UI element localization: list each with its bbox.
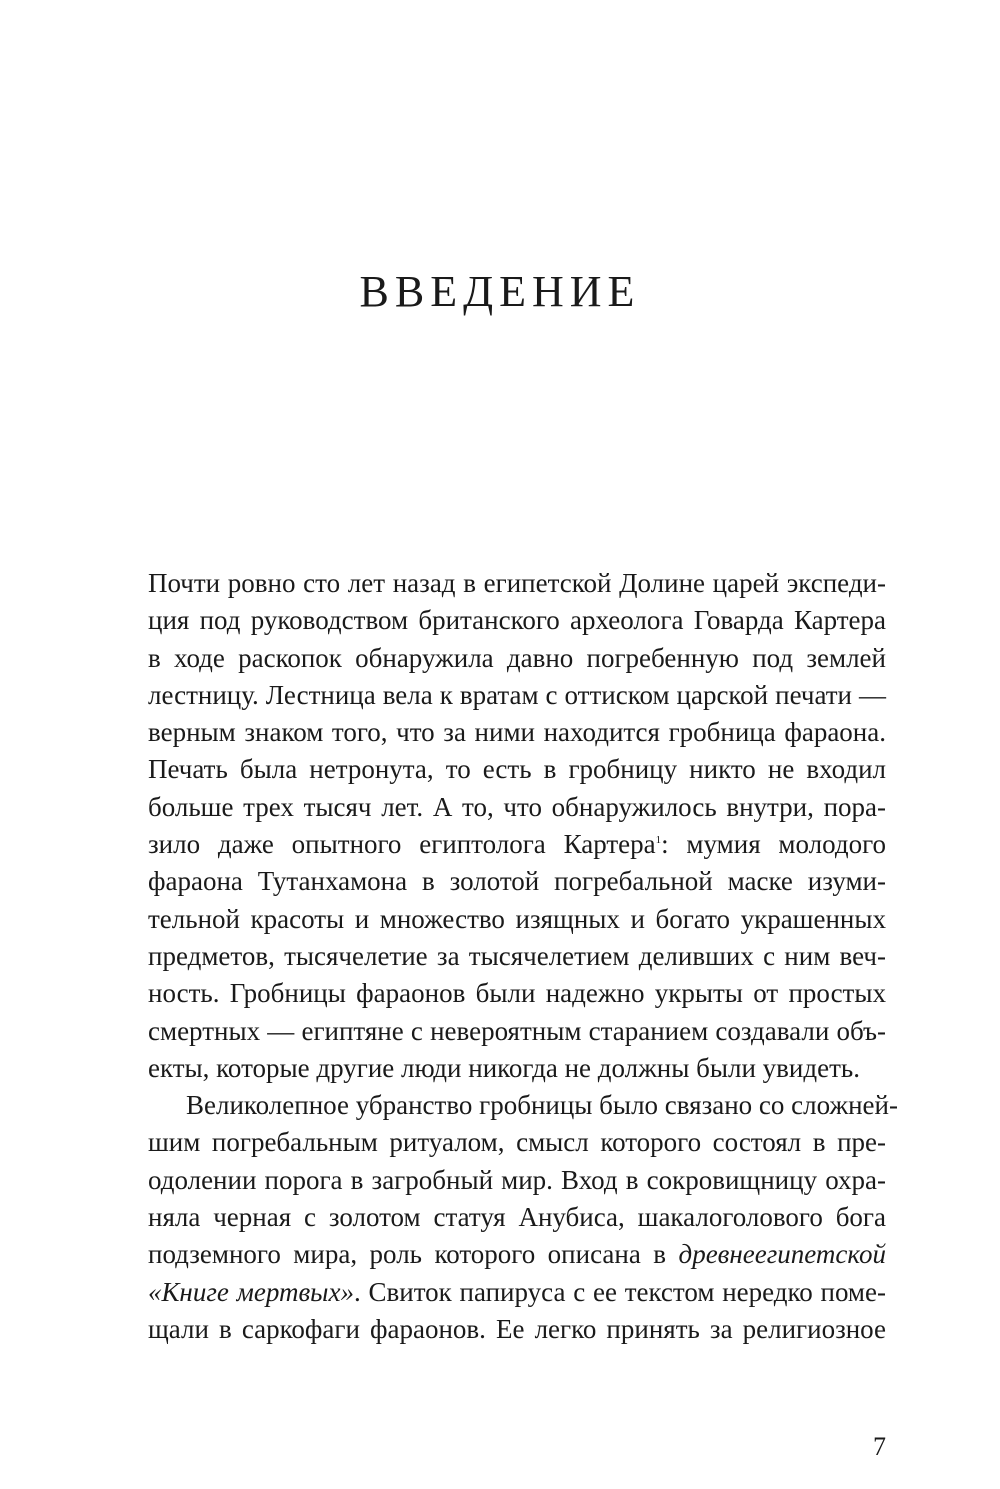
text-line: в ходе раскопок обнаружила давно погребенную под землей xyxy=(148,642,886,673)
text-line: щали в саркофаги фараонов. Ее легко принять за религиозное xyxy=(148,1313,886,1344)
text-line: предметов, тысячелетие за тысячелетием деливших с ним веч- xyxy=(148,940,886,971)
text-segment: : мумия молодого xyxy=(661,829,886,860)
text-segment: . Свиток папируса с ее текстом нередко поме- xyxy=(353,1276,886,1307)
paragraph-1 xyxy=(148,565,886,1087)
page-number: 7 xyxy=(873,1432,886,1461)
text-segment: зило даже опытного египтолога Картера xyxy=(148,829,656,860)
text-segment: подземного мира, роль которого описана в xyxy=(148,1239,667,1270)
text-line-with-italic xyxy=(148,1236,886,1273)
text-line: Почти ровно сто лет назад в египетской Долине царей экспеди- xyxy=(148,568,886,598)
text-line: Великолепное убранство гробницы было связано со сложней- xyxy=(186,1090,898,1121)
chapter-title: ВВЕДЕНИЕ xyxy=(359,267,641,316)
text-line: лестницу. Лестница вела к вратам с оттиском царской печати — xyxy=(148,679,886,710)
body-text xyxy=(148,565,898,1348)
italic-book-title: «Книге мертвых» xyxy=(148,1276,354,1307)
text-line: ция под руководством британского археолога Говарда Картера xyxy=(148,605,886,636)
text-line: одолении порога в загробный мир. Вход в сокровищницу охра- xyxy=(148,1164,886,1195)
text-line: тельной красоты и множество изящных и богато украшенных xyxy=(148,903,886,934)
text-line-with-italic xyxy=(148,1274,886,1311)
text-line: Печать была нетронута, то есть в гробницу никто не входил xyxy=(148,754,886,785)
paragraph-2 xyxy=(148,1087,898,1348)
text-line: фараона Тутанхамона в золотой погребальной маске изуми- xyxy=(148,866,886,897)
text-line-with-footnote xyxy=(148,826,886,863)
text-line: верным знаком того, что за ними находится гробница фараона. xyxy=(148,717,886,748)
text-line: шим погребальным ритуалом, смысл которого состоял в пре- xyxy=(148,1127,886,1158)
text-line: няла черная с золотом статуя Анубиса, шакалоголового бога xyxy=(148,1202,886,1233)
text-line: смертных — египтяне с невероятным старанием создавали объ- xyxy=(148,1015,886,1046)
footnote-reference[interactable]: 1 xyxy=(655,834,662,847)
text-line: больше трех тысяч лет. А то, что обнаружилось внутри, пора- xyxy=(148,791,886,822)
text-line: екты, которые другие люди никогда не должны были увидеть. xyxy=(148,1052,860,1083)
italic-term: древнеегипетской xyxy=(678,1239,887,1270)
text-line: ность. Гробницы фараонов были надежно укрыты от простых xyxy=(148,978,886,1009)
